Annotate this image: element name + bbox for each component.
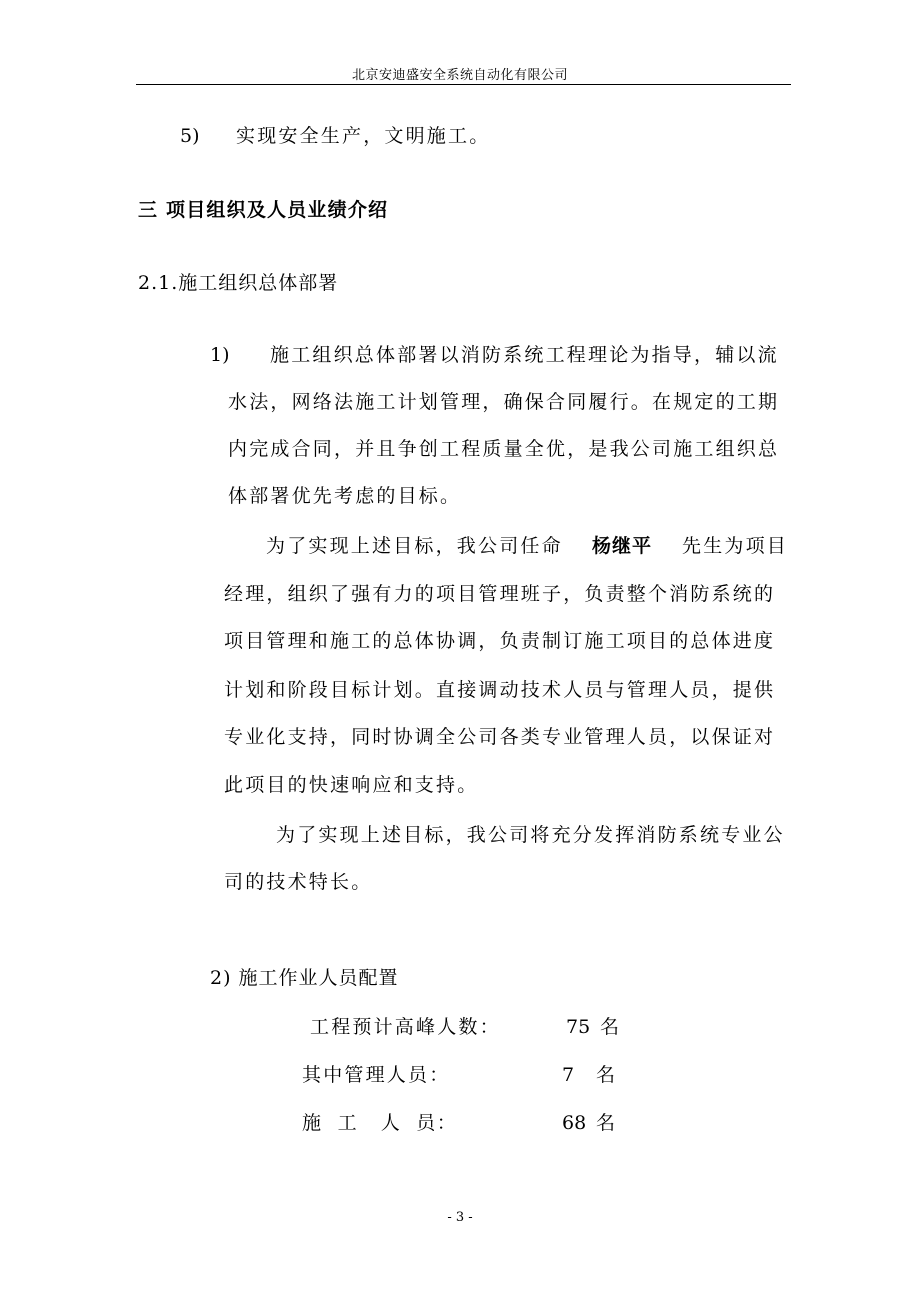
paragraph-2-line: 此项目的快速响应和支持。 [224, 774, 479, 796]
staffing-value: 75 [566, 1016, 591, 1038]
paragraph-3-line: 为了实现上述目标，我公司将充分发挥消防系统专业公 [276, 824, 785, 846]
paragraph-2-line: 计划和阶段目标计划。直接调动技术人员与管理人员，提供 [224, 679, 776, 701]
staffing-label: 施 工 人 员： [302, 1112, 458, 1134]
staffing-value: 68 [562, 1112, 587, 1134]
item-2-title: 2) 施工作业人员配置 [210, 967, 399, 989]
item-1-line: 施工组织总体部署以消防系统工程理论为指导，辅以流 [270, 344, 779, 366]
item-1-line: 水法，网络法施工计划管理，确保合同履行。在规定的工期 [228, 391, 780, 413]
paragraph-3-line: 司的技术特长。 [224, 871, 373, 893]
item-5-number: 5) [180, 125, 200, 147]
section-3-title: 三 项目组织及人员业绩介绍 [138, 199, 389, 221]
item-1-number: 1) [210, 344, 230, 366]
item-1-line: 内完成合同，并且争创工程质量全优，是我公司施工组织总 [228, 438, 780, 460]
staffing-unit: 名 [600, 1016, 620, 1038]
staffing-label: 工程预计高峰人数： [310, 1016, 501, 1038]
paragraph-2-tail: 先生为项目 [682, 535, 789, 557]
staffing-label: 其中管理人员： [302, 1064, 451, 1086]
item-1-line: 体部署优先考虑的目标。 [228, 485, 462, 507]
staffing-value: 7 [562, 1064, 575, 1086]
header-rule [136, 84, 791, 85]
paragraph-2-line: 项目管理和施工的总体协调，负责制订施工项目的总体进度 [224, 630, 776, 652]
paragraph-2-line: 经理，组织了强有力的项目管理班子，负责整个消防系统的 [224, 583, 776, 605]
page-number: - 3 - [447, 1210, 473, 1225]
item-5-text: 实现安全生产，文明施工。 [236, 125, 491, 147]
header-company-name: 北京安迪盛安全系统自动化有限公司 [351, 68, 568, 83]
paragraph-2-lead: 为了实现上述目标，我公司任命 [266, 535, 563, 557]
staffing-unit: 名 [596, 1112, 616, 1134]
subsection-2-1-title: 2.1.施工组织总体部署 [138, 272, 339, 294]
staffing-unit: 名 [596, 1064, 616, 1086]
paragraph-2-line: 专业化支持，同时协调全公司各类专业管理人员，以保证对 [224, 726, 776, 748]
project-manager-name: 杨继平 [592, 535, 653, 557]
